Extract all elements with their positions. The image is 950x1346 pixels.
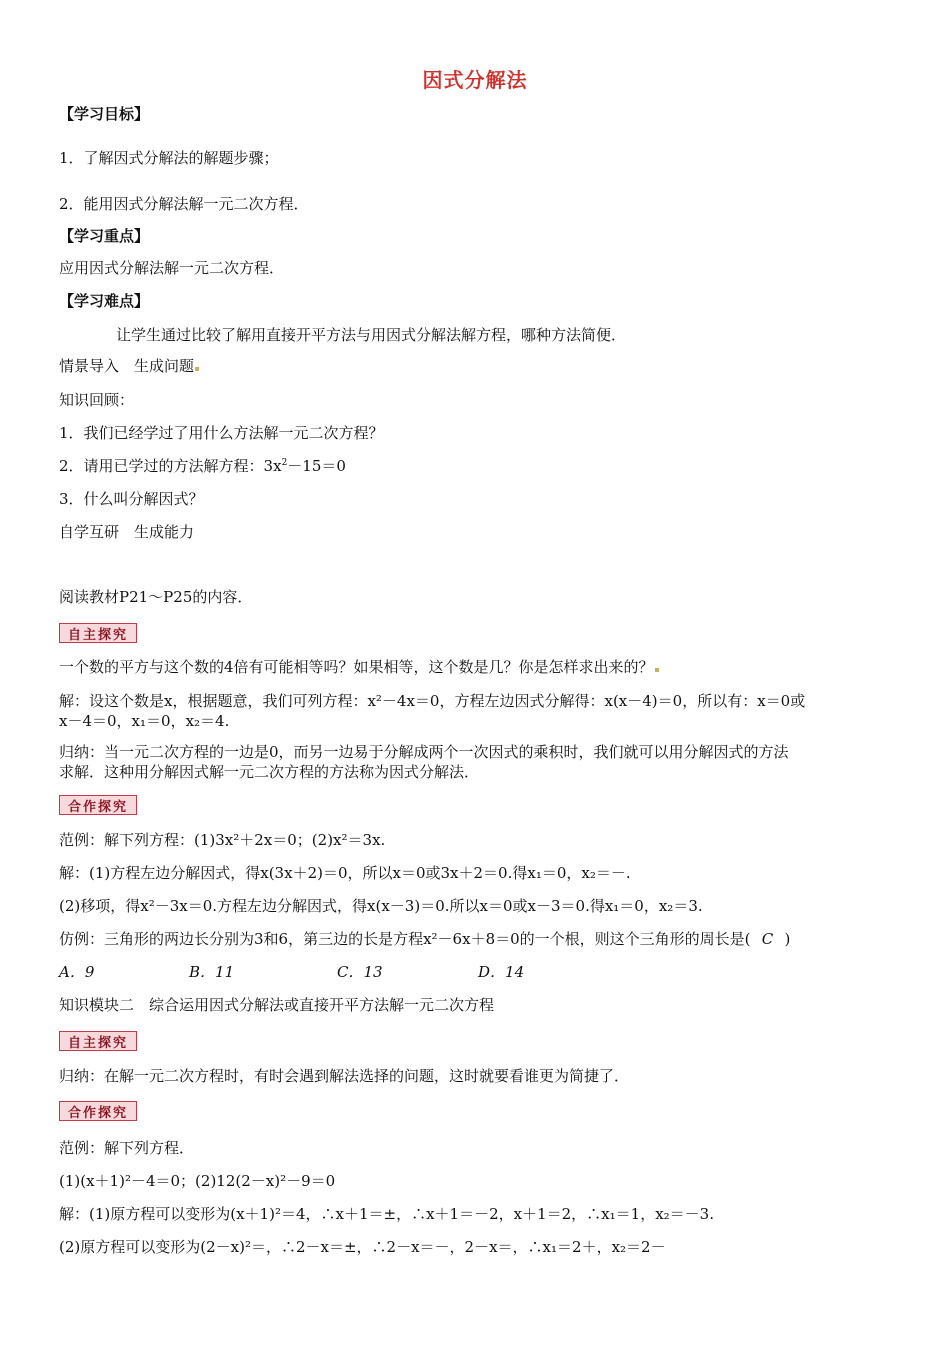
goal-2: 2．能用因式分解法解一元二次方程．: [59, 195, 309, 213]
question-2: 2．请用已学过的方法解方程：$3x^2-15=0$: [59, 457, 346, 475]
conclusion-1-line-1: 归纳：当一元二次方程的一边是0，而另一边易于分解成两个一次因式的乘积时，我们就可以用分解因式的方法: [59, 743, 789, 761]
reading-assignment: 阅读教材P21～P25的内容．: [59, 588, 253, 606]
module-2-heading: 知识模块二 综合运用因式分解法或直接开平方法解一元二次方程: [59, 996, 495, 1014]
option-c: C．13: [337, 963, 383, 981]
page-title: 因式分解法: [422, 68, 528, 92]
practice-answer: C: [761, 930, 774, 948]
section-intro: 情景导入 生成问题: [59, 356, 199, 376]
example-1: 范例：解下列方程：(1)3x²＋2x＝0；(2)x²＝3x.: [59, 831, 386, 849]
goal-1: 1．了解因式分解法的解题步骤；: [59, 149, 279, 167]
explore-solution-line-2: x－4＝0，x₁＝0，x₂＝4.: [59, 712, 230, 730]
example-2-solution-2: (2)原方程可以变形为(2－x)²＝，∴2－x＝±，∴2－x＝－，2－x＝，∴x₁＝2＋，x₂＝2－: [59, 1238, 666, 1256]
example-1-solution-1: 解：(1)方程左边分解因式，得x(3x＋2)＝0，所以x＝0或3x＋2＝0.得x₁＝0，x₂＝－.: [59, 864, 631, 882]
question-1: 1．我们已经学过了用什么方法解一元二次方程？: [59, 424, 384, 442]
difficulty-text: 让学生通过比较了解用直接开平方法与用因式分解法解方程，哪种方法简便．: [116, 326, 627, 344]
example-2-solution-1: 解：(1)原方程可以变形为(x＋1)²＝4，∴x＋1＝±，∴x＋1＝－2，x＋1＝2，∴x₁＝1，x₂＝－3.: [59, 1205, 714, 1223]
conclusion-1-line-2: 求解．这种用分解因式解一元二次方程的方法称为因式分解法．: [59, 763, 480, 781]
explore-solution-line-1: 解：设这个数是x，根据题意，我们可列方程：x²－4x＝0，方程左边因式分解得：x(x－4)＝0，所以有：x＝0或: [59, 692, 806, 710]
practice-options: [59, 962, 659, 982]
self-explore-badge: 自主探究: [59, 623, 137, 643]
focus-heading: 【学习重点】: [59, 227, 150, 245]
section-self-study: 自学互研 生成能力: [59, 523, 195, 541]
coop-explore-badge-2: 合作探究: [59, 1101, 137, 1121]
conclusion-2: 归纳：在解一元二次方程时，有时会遇到解法选择的问题，这时就要看谁更为简捷了．: [59, 1067, 630, 1085]
option-a: A．9: [59, 963, 95, 981]
question-3: 3．什么叫分解因式？: [59, 490, 204, 508]
review-heading: 知识回顾：: [59, 391, 135, 409]
goals-heading: 【学习目标】: [59, 105, 150, 123]
coop-explore-badge: 合作探究: [59, 795, 137, 815]
example-2-equations: (1)(x＋1)²－4＝0；(2)12(2－x)²－9＝0: [59, 1172, 336, 1190]
practice-question: 仿例：三角形的两边长分别为3和6，第三边的长是方程x²－6x＋8＝0的一个根，则这个三角形的周长是( C ): [59, 930, 791, 948]
option-d: D．14: [478, 963, 525, 981]
focus-text: 应用因式分解法解一元二次方程．: [59, 259, 285, 277]
example-1-solution-2: (2)移项，得x²－3x＝0.方程左边分解因式，得x(x－3)＝0.所以x＝0或x－3＝0.得x₁＝0，x₂＝3.: [59, 897, 703, 915]
difficulty-heading: 【学习难点】: [59, 292, 150, 310]
example-2: 范例：解下列方程．: [59, 1139, 195, 1157]
option-b: B．11: [189, 963, 235, 981]
self-explore-badge-2: 自主探究: [59, 1031, 137, 1051]
explore-question: 一个数的平方与这个数的4倍有可能相等吗？如果相等，这个数是几？你是怎样求出来的？: [59, 657, 659, 677]
